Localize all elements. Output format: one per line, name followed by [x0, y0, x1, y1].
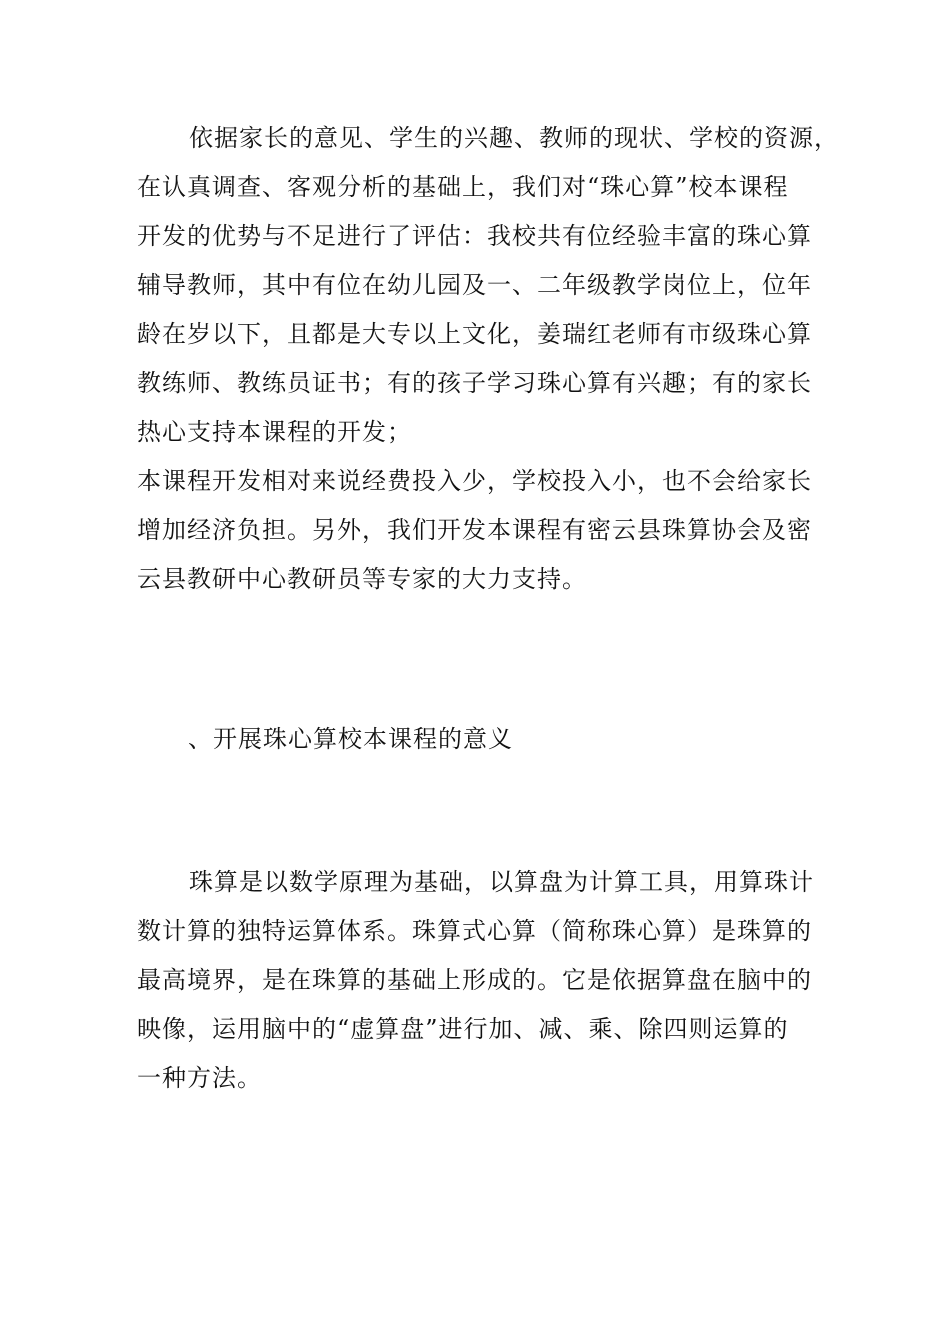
paragraph-line: 热心支持本课程的开发；: [137, 418, 412, 446]
paragraph-line: 依据家长的意见、学生的兴趣、教师的现状、学校的资源，: [189, 124, 839, 152]
paragraph-line: 龄在岁以下，且都是大专以上文化，姜瑞红老师有市级珠心算: [137, 320, 812, 348]
paragraph-abacus-definition: [137, 858, 837, 1103]
paragraph-line: 数计算的独特运算体系。珠算式心算（简称珠心算）是珠算的: [137, 917, 812, 945]
section-heading: 、开展珠心算校本课程的意义: [188, 725, 513, 753]
paragraph-funding: [137, 457, 837, 604]
paragraph-line: 开发的优势与不足进行了评估：我校共有位经验丰富的珠心算: [137, 222, 812, 250]
paragraph-line: 增加经济负担。另外，我们开发本课程有密云县珠算协会及密: [137, 516, 812, 544]
paragraph-line: 在认真调查、客观分析的基础上，我们对“珠心算”校本课程: [137, 173, 789, 201]
paragraph-line: 教练师、教练员证书；有的孩子学习珠心算有兴趣；有的家长: [137, 369, 812, 397]
paragraph-line: 最高境界，是在珠算的基础上形成的。它是依据算盘在脑中的: [137, 966, 812, 994]
paragraph-line: 本课程开发相对来说经费投入少，学校投入小，也不会给家长: [137, 467, 812, 495]
paragraph-assessment: [137, 114, 837, 457]
paragraph-line: 一种方法。: [137, 1064, 262, 1092]
paragraph-line: 辅导教师，其中有位在幼儿园及一、二年级教学岗位上，位年: [137, 271, 812, 299]
paragraph-line: 映像，运用脑中的“虚算盘”进行加、减、乘、除四则运算的: [137, 1015, 789, 1043]
paragraph-line: 珠算是以数学原理为基础，以算盘为计算工具，用算珠计: [189, 868, 814, 896]
paragraph-line: 云县教研中心教研员等专家的大力支持。: [137, 565, 587, 593]
